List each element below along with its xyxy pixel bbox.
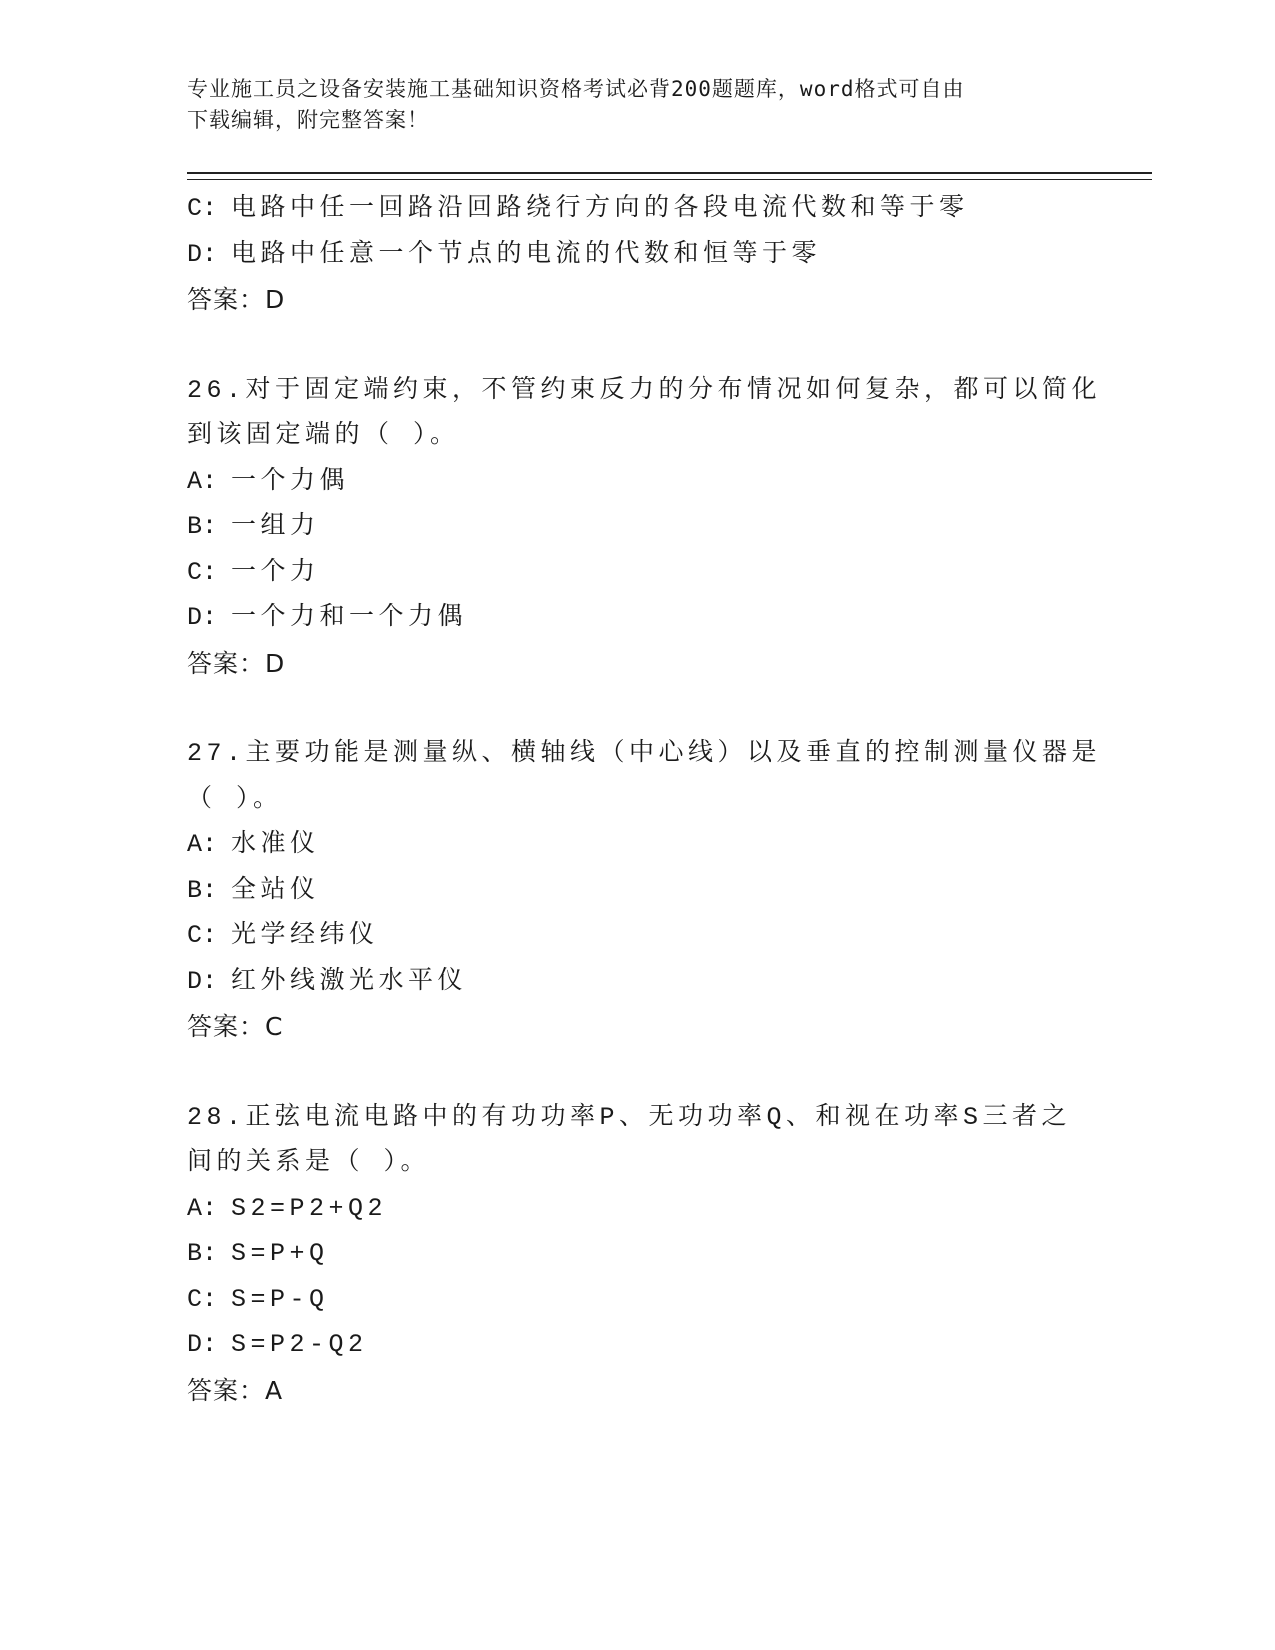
option-text: 电路中任一回路沿回路绕行方向的各段电流代数和等于零 (231, 194, 969, 223)
option-c (187, 1277, 1152, 1323)
option-b (187, 1231, 1152, 1277)
option-c (187, 186, 1152, 232)
option-key: A: (187, 1193, 218, 1223)
stem-line-1: 28.正弦电流电路中的有功功率P、无功功率Q、和视在功率S三者之 (187, 1102, 1072, 1132)
answer-line: 答案：C (187, 1012, 284, 1041)
option-key: D: (187, 603, 218, 632)
option-key: A: (187, 466, 218, 496)
continued-question (187, 186, 1152, 323)
option-text: 一个力和一个力偶 (231, 603, 468, 632)
question-stem (187, 731, 1152, 822)
answer-line: 答案：A (187, 1375, 284, 1405)
header-line-1: 专业施工员之设备安装施工基础知识资格考试必背200题题库，word格式可自由 (187, 77, 965, 101)
option-d (187, 1322, 1152, 1368)
option-key: C: (187, 921, 218, 950)
option-a (187, 1186, 1152, 1232)
option-d (187, 232, 1152, 278)
option-key: A: (187, 830, 218, 859)
option-d (187, 959, 1152, 1005)
option-key: B: (187, 512, 218, 541)
question-stem (187, 1095, 1152, 1186)
option-text: S2=P2+Q2 (231, 1193, 388, 1223)
question-26 (187, 368, 1152, 687)
option-key: C: (187, 194, 218, 223)
question-stem (187, 368, 1152, 459)
option-b (187, 504, 1152, 550)
option-b (187, 868, 1152, 914)
stem-line-2: （ ）。 (187, 784, 283, 814)
option-key: C: (187, 557, 218, 587)
option-c (187, 550, 1152, 596)
option-key: D: (187, 966, 218, 996)
option-text: S=P2-Q2 (231, 1330, 368, 1359)
stem-line-1: 26.对于固定端约束，不管约束反力的分布情况如何复杂，都可以简化 (187, 375, 1102, 405)
option-key: C: (187, 1284, 218, 1314)
option-text: 一个力偶 (231, 466, 350, 496)
stem-line-2: 间的关系是（ ）。 (187, 1148, 431, 1177)
option-a (187, 822, 1152, 868)
option-key: B: (187, 1239, 218, 1268)
option-text: 红外线激光水平仪 (231, 966, 468, 996)
option-text: 光学经纬仪 (231, 921, 379, 950)
option-key: D: (187, 239, 218, 269)
option-text: 一组力 (231, 512, 320, 541)
option-text: S=P-Q (231, 1284, 329, 1314)
document-page (187, 70, 1152, 1413)
option-c (187, 913, 1152, 959)
option-text: S=P+Q (231, 1239, 329, 1268)
option-a (187, 459, 1152, 505)
option-text: 全站仪 (231, 875, 320, 905)
option-d (187, 595, 1152, 641)
stem-line-2: 到该固定端的（ ）。 (187, 421, 460, 450)
answer-line: 答案：D (187, 285, 286, 314)
stem-line-1: 27.主要功能是测量纵、横轴线（中心线）以及垂直的控制测量仪器是 (187, 739, 1102, 768)
document-header (187, 74, 1152, 136)
option-key: B: (187, 875, 218, 905)
question-28 (187, 1095, 1152, 1414)
header-line-2: 下载编辑，附完整答案！ (187, 108, 429, 132)
header-divider (187, 172, 1152, 180)
option-text: 电路中任意一个节点的电流的代数和恒等于零 (231, 239, 822, 269)
question-27 (187, 731, 1152, 1050)
option-text: 一个力 (231, 557, 320, 587)
option-text: 水准仪 (231, 830, 320, 859)
option-key: D: (187, 1330, 218, 1359)
answer-line: 答案：D (187, 648, 286, 678)
